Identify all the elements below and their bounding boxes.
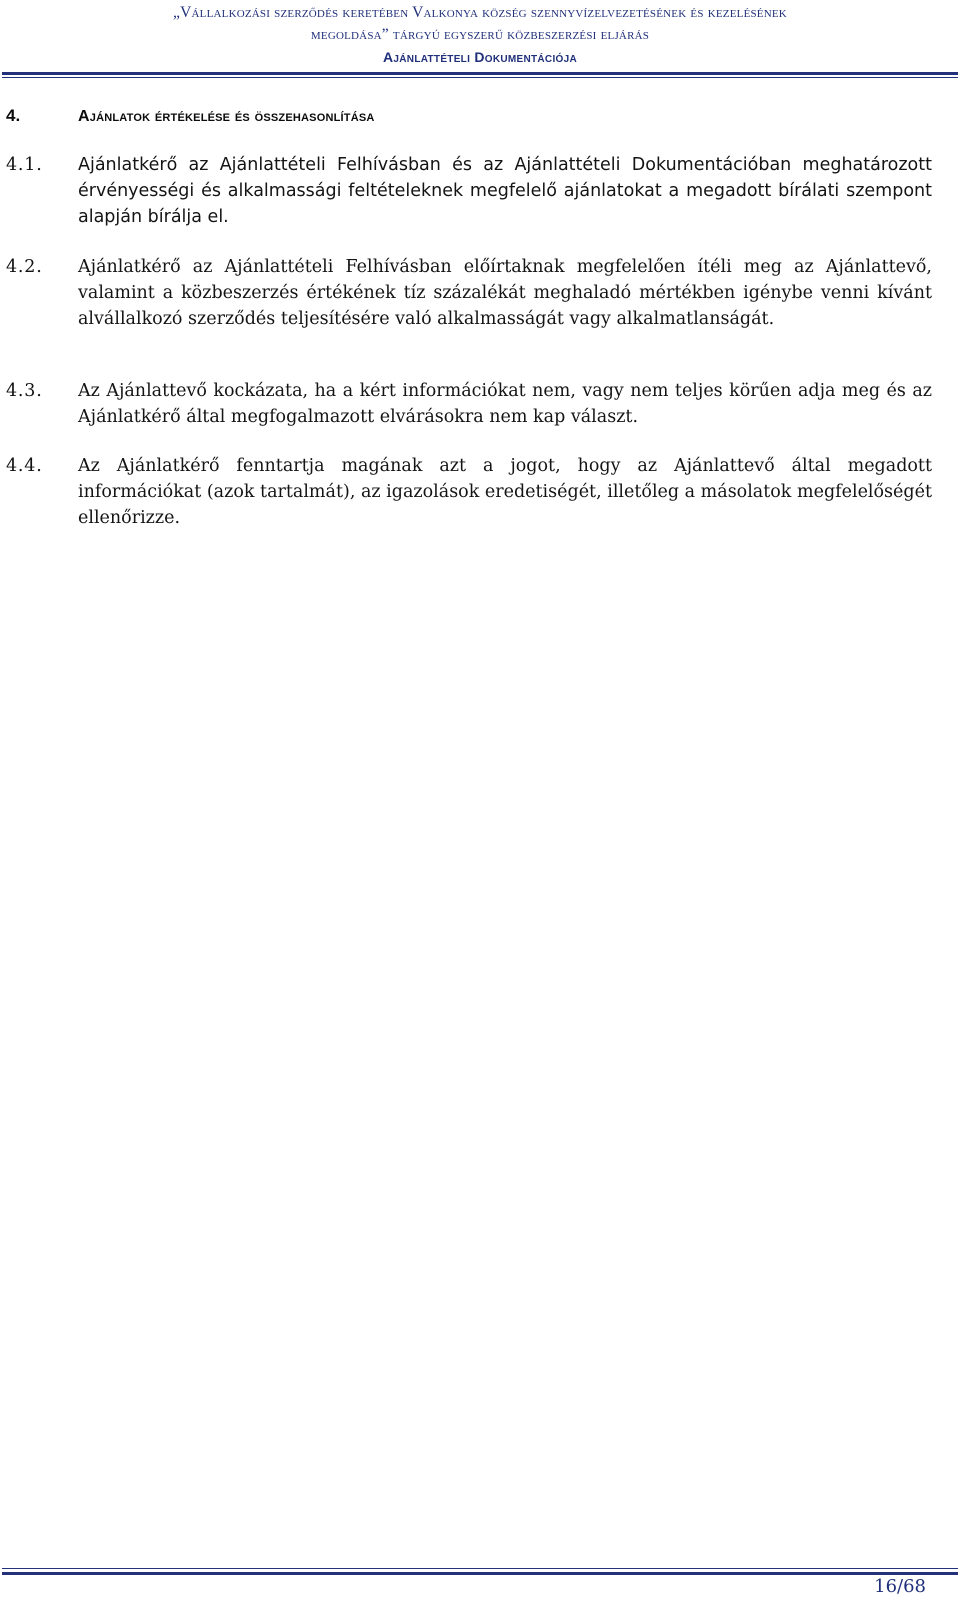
paragraph-4-2 bbox=[6, 254, 958, 332]
header-document-name: Ajánlattételi Dokumentációja bbox=[383, 49, 577, 65]
paragraph-number: 4.2. bbox=[6, 257, 43, 277]
section-title: Ajánlatok értékelése és összehasonlítása bbox=[78, 108, 375, 125]
footer-divider-thin bbox=[2, 1568, 958, 1569]
header-divider-thin bbox=[2, 77, 958, 78]
section-heading bbox=[6, 106, 375, 126]
page-number: 16/68 bbox=[874, 1576, 926, 1597]
paragraph-text: Ajánlatkérő az Ajánlattételi Felhívásban előírtaknak megfelelően ítéli meg az Ajánlattevő, valamint a közbeszerzés értékének tíz százalékát meghaladó mértékben igénybe venni kívánt alvállalkozó szerződés teljesítésére való alkalmasságát vagy alkalmatlanságát. bbox=[78, 257, 932, 329]
paragraph-text: Az Ajánlatkérő fenntartja magának azt a jogot, hogy az Ajánlattevő által megadott információkat (azok tartalmát), az igazolások eredetiségét, illetőleg a másolatok megfelelőségét ellenőrizze. bbox=[78, 456, 932, 528]
paragraph-text: Az Ajánlattevő kockázata, ha a kért információkat nem, vagy nem teljes körűen adja meg és az Ajánlatkérő által megfogalmazott elvárásokra nem kap választ. bbox=[78, 381, 932, 427]
page-header bbox=[0, 2, 960, 68]
paragraph-4-4 bbox=[6, 453, 958, 531]
header-title-line-1: „Vállalkozási szerződés keretében Valkonya község szennyvízelvezetésének és kezelésének bbox=[173, 4, 787, 21]
paragraph-text: Ajánlatkérő az Ajánlattételi Felhívásban és az Ajánlattételi Dokumentációban meghatározott érvényességi és alkalmassági feltételeknek megfelelő ajánlatokat a megadott bírálati szempont alapján bírálja el. bbox=[78, 155, 932, 227]
section-number: 4. bbox=[6, 106, 21, 125]
header-title-line-2: megoldása” tárgyú egyszerű közbeszerzési eljárás bbox=[310, 26, 650, 43]
footer-divider-thick bbox=[2, 1572, 958, 1575]
header-divider-thick bbox=[2, 72, 958, 75]
paragraph-number: 4.3. bbox=[6, 381, 43, 401]
paragraph-4-1 bbox=[6, 152, 958, 230]
paragraph-number: 4.4. bbox=[6, 456, 43, 476]
paragraph-number: 4.1. bbox=[6, 155, 43, 175]
paragraph-4-3 bbox=[6, 378, 958, 430]
